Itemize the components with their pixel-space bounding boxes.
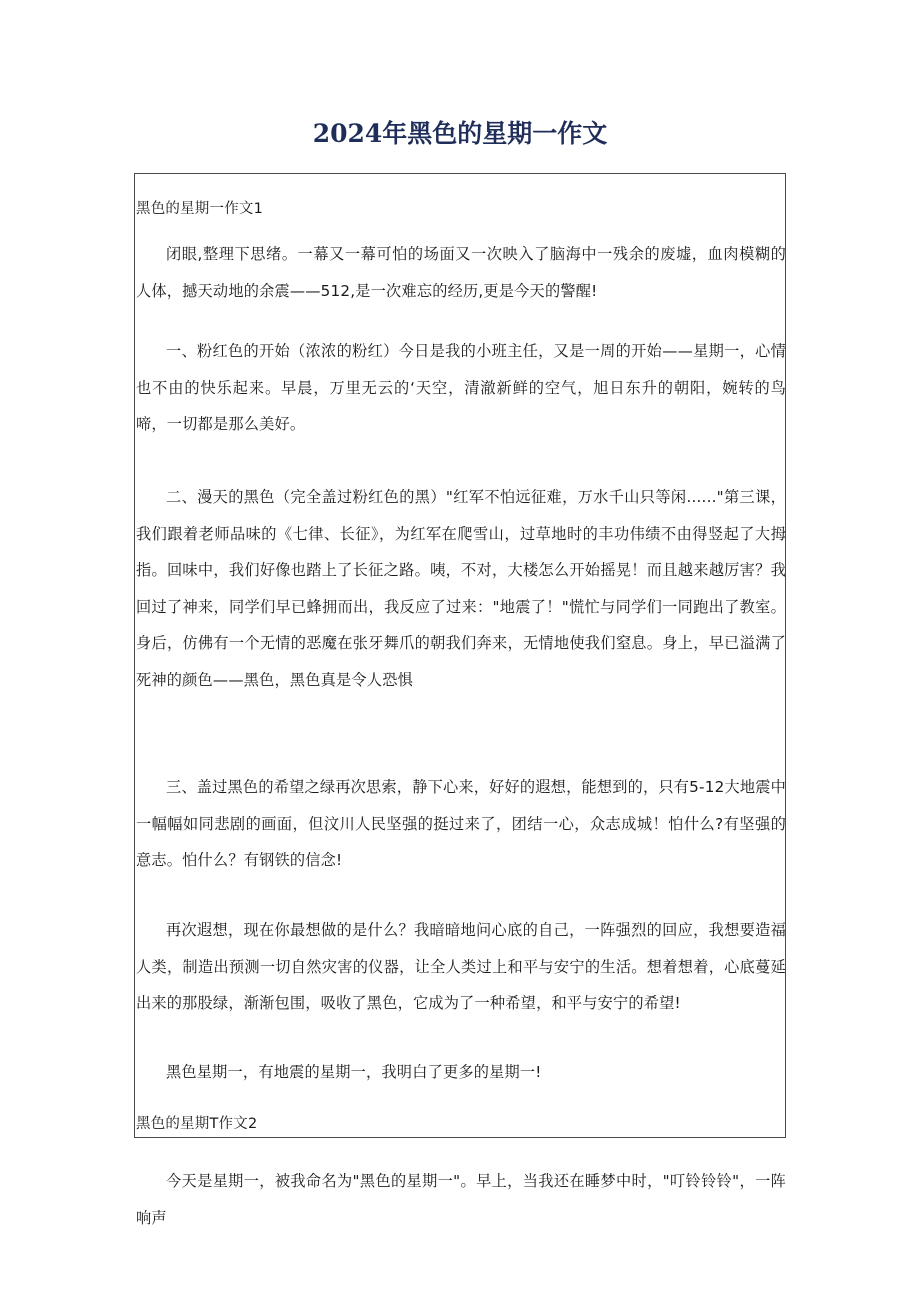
essay-1-paragraph-1: 闭眼,整理下思绪。一幕又一幕可怕的场面又一次映入了脑海中一残余的废墟，血肉模糊的人体，撼天动地的余震——512,是一次难忘的经历,更是今天的警醒!	[136, 245, 786, 300]
essay-1-paragraph-2: 一、粉红色的开始（浓浓的粉红）今日是我的小班主任，又是一周的开始——星期一，心情也不由的快乐起来。早晨，万里无云的‘天空，清澈新鲜的空气，旭日东升的朝阳，婉转的鸟啼，一切都是那么美好。	[136, 342, 786, 433]
essay-1-paragraph-5: 再次遐想，现在你最想做的是什么？我暗暗地问心底的自己，一阵强烈的回应，我想要造福人类，制造出预测一切自然灾害的仪器，让全人类过上和平与安宁的生活。想着想着，心底蔓延出来的那股绿，渐渐包围，吸收了黑色，它成为了一种希望，和平与安宁的希望!	[136, 921, 786, 1012]
essay-2-heading: 黑色的星期T作文2	[136, 1116, 258, 1132]
essay-1-paragraph-6: 黑色星期一，有地震的星期一，我明白了更多的星期一!	[166, 1063, 542, 1081]
essay-2-paragraph-1: 今天是星期一，被我命名为"黑色的星期一"。早上，当我还在睡梦中时，"叮铃铃铃"，一阵响声	[136, 1172, 786, 1227]
essay-1-heading: 黑色的星期一作文1	[136, 201, 264, 217]
page-title: 2024年黑色的星期一作文	[312, 119, 608, 148]
essay-1-paragraph-3: 二、漫天的黑色（完全盖过粉红色的黑）"红军不怕远征难，万水千山只等闲......"第三课，我们跟着老师品味的《七律、长征》，为红军在爬雪山，过草地时的丰功伟绩不由得竖起了大拇指。回味中，我们好像也踏上了长征之路。咦，不对，大楼怎么开始摇晃！而且越来越厉害？我回过了神来，同学们早已蜂拥而出，我反应了过来："地震了！"慌忙与同学们一同跑出了教室。身后，仿佛有一个无情的恶魔在张牙舞爪的朝我们奔来，无情地使我们窒息。身上，早已溢满了死神的颜色——黑色，黑色真是令人恐惧	[136, 488, 786, 689]
essay-1-paragraph-4: 三、盖过黑色的希望之绿再次思索，静下心来，好好的遐想，能想到的，只有5-12大地震中一幅幅如同悲剧的画面，但汶川人民坚强的挺过来了，团结一心，众志成城！怕什么?有坚强的意志。怕什么？有钢铁的信念!	[136, 778, 786, 869]
